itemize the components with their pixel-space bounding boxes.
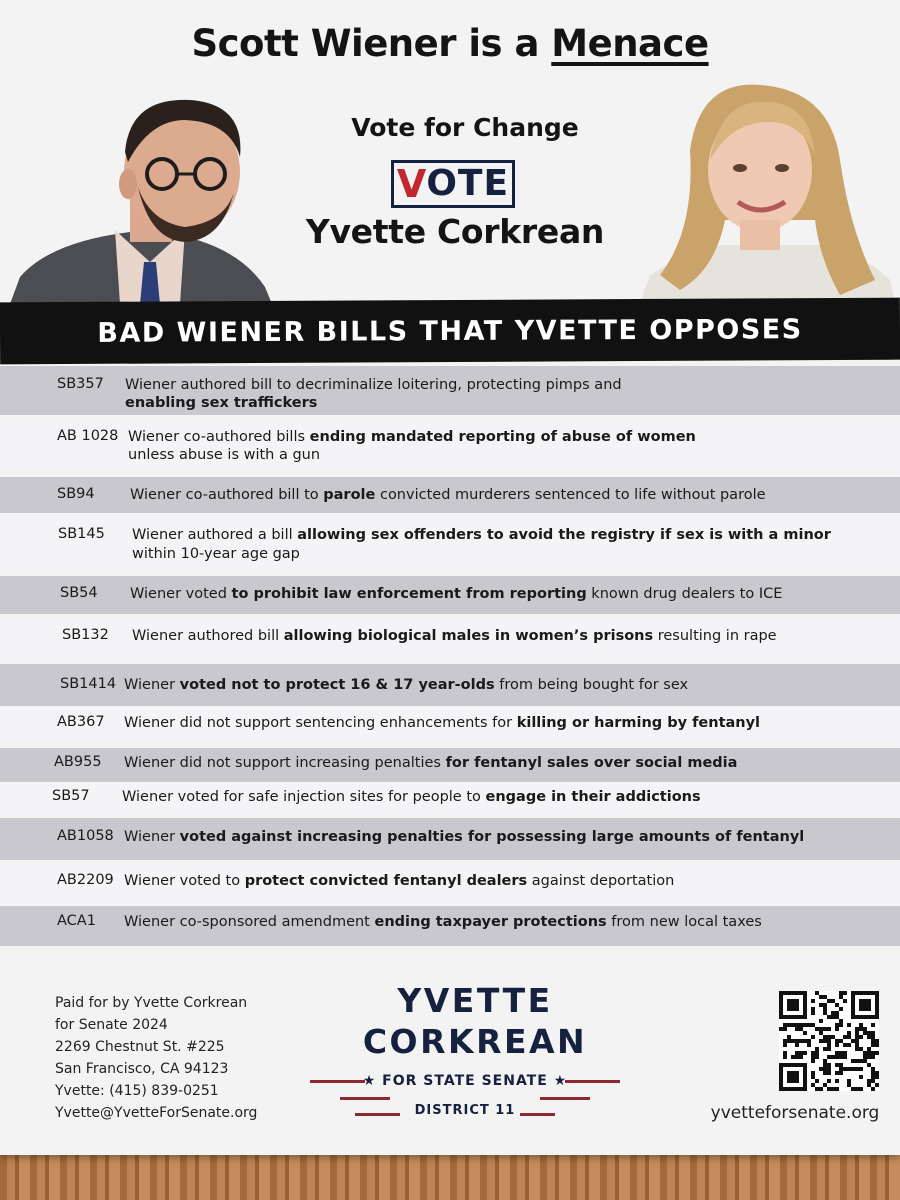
bill-description-line [130,486,766,505]
bill-description-text: Wiener voted to [124,873,245,889]
bill-description-bold: for fentanyl sales over social media [445,755,738,771]
opponent-portrait [10,92,280,304]
campaign-logo-name [315,980,635,1062]
bill-description-bold: voted not to protect 16 & 17 year-olds [179,677,495,693]
bill-description-text: known drug dealers to ICE [586,586,783,602]
bill-description-text: Wiener did not support increasing penalties [124,755,446,771]
vote-word: OTE [426,163,510,204]
paid-line: for Senate 2024 [55,1017,168,1033]
headline [0,22,900,65]
bill-description-text: against deportation [527,873,675,889]
bills-banner [0,298,900,365]
bill-row [0,782,900,816]
bill-row [0,419,900,471]
bill-description-text: Wiener authored bill to decriminalize loitering, protecting pimps and [125,377,622,393]
bill-code: AB 1028 [57,428,119,444]
bill-description-line [124,872,674,891]
logo-district: DISTRICT 11 [414,1103,516,1118]
headline-prefix: Scott Wiener is a [191,22,552,65]
logo-line2: CORKREAN [362,1022,588,1061]
paid-line: Yvette@YvetteForSenate.org [55,1105,258,1121]
bill-code: SB1414 [60,676,117,692]
bill-row [0,477,900,513]
bill-description-line [124,754,737,773]
campaign-website[interactable]: yvetteforsenate.org [710,1103,880,1123]
bill-code: AB2209 [57,872,114,888]
bill-description-text: Wiener voted [130,586,232,602]
bill-description-text: Wiener did not support sentencing enhancements for [124,715,517,731]
qr-code-icon[interactable] [779,991,879,1095]
bill-code: SB94 [57,486,95,502]
bill-row [0,366,900,415]
bill-code: SB54 [60,585,98,601]
candidate-name: Yvette Corkrean [305,212,605,251]
vote-check-letter: V [396,162,427,206]
bill-code: ACA1 [57,913,96,929]
bill-description-text: Wiener [124,677,180,693]
bill-row [0,862,900,906]
bill-code: SB145 [58,526,105,542]
bill-description-text: from new local taxes [606,914,762,930]
candidate-portrait [640,80,900,302]
bill-description-line [122,788,701,807]
bill-description-bold: ending mandated reporting of abuse of women [309,429,696,445]
bill-description-bold: killing or harming by fentanyl [516,715,761,731]
bill-description-text: Wiener authored a bill [132,527,298,543]
bill-description-bold: engage in their addictions [485,789,701,805]
bill-row [0,515,900,572]
bill-description-bold: allowing sex offenders to avoid the registry if sex is with a minor [297,527,831,543]
bills-banner-text: BAD WIENER BILLS THAT YVETTE OPPOSES [97,313,803,349]
bill-code: AB1058 [57,828,114,844]
bill-description-text: convicted murderers sentenced to life without parole [375,487,766,503]
bill-row [0,706,900,744]
bill-description-text: resulting in rape [653,628,777,644]
wood-table-surface [0,1150,900,1200]
paid-for-disclaimer [55,992,257,1124]
bill-description-bold: enabling sex traffickers [125,395,318,411]
logo-for-state-senate: ★ FOR STATE SENATE ★ [362,1073,568,1089]
bill-description-text: Wiener authored bill [132,628,284,644]
bill-row [0,818,900,860]
bill-description-text: Wiener co-authored bill to [130,487,324,503]
paid-line: Paid for by Yvette Corkrean [55,995,248,1011]
bill-description-text: Wiener [124,829,180,845]
bill-description-bold: ending taxpayer protections [374,914,607,930]
bill-row [0,664,900,706]
bill-row [0,616,900,660]
bill-code: AB367 [57,714,105,730]
vote-logo [391,160,515,208]
bill-code: SB132 [62,627,109,643]
bill-description-text: Wiener co-sponsored amendment [124,914,375,930]
paid-line: San Francisco, CA 94123 [55,1061,229,1077]
bill-row [0,906,900,946]
bill-code: AB955 [54,754,102,770]
paid-line: 2269 Chestnut St. #225 [55,1039,225,1055]
bill-description-line [125,394,317,413]
bill-description-line [124,676,688,695]
bill-description-text: within 10-year age gap [132,546,300,562]
bill-description-line [128,446,320,465]
bill-description-line [132,526,831,545]
logo-line1: YVETTE [397,981,553,1020]
bill-description-line [130,585,782,604]
bill-description-bold: to prohibit law enforcement from reporting [231,586,587,602]
vote-for-change-text: Vote for Change [351,113,579,142]
bill-description-bold: voted against increasing penalties for possessing large amounts of fentanyl [179,829,805,845]
bill-description-text: Wiener co-authored bills [128,429,310,445]
bill-code: SB357 [57,376,104,392]
bill-row [0,748,900,782]
bill-code: SB57 [52,788,90,804]
bill-description-line [128,428,696,447]
bill-description-text: from being bought for sex [494,677,689,693]
bill-description-line [125,376,622,395]
bill-description-bold: protect convicted fentanyl dealers [244,873,528,889]
paid-line: Yvette: (415) 839-0251 [55,1083,219,1099]
headline-accent: Menace [551,22,709,65]
logo-stripe [540,1097,590,1100]
bill-description-line [124,714,760,733]
bill-description-line [124,913,762,932]
bill-description-line [124,828,804,847]
bill-description-text: Wiener voted for safe injection sites for people to [122,789,486,805]
bill-description-bold: allowing biological males in women’s prisons [283,628,654,644]
bill-description-text: unless abuse is with a gun [128,447,321,463]
bill-row [0,576,900,614]
bill-description-line [132,545,300,564]
bill-description-bold: parole [323,487,376,503]
bill-description-line [132,627,777,646]
logo-stripe [340,1097,390,1100]
